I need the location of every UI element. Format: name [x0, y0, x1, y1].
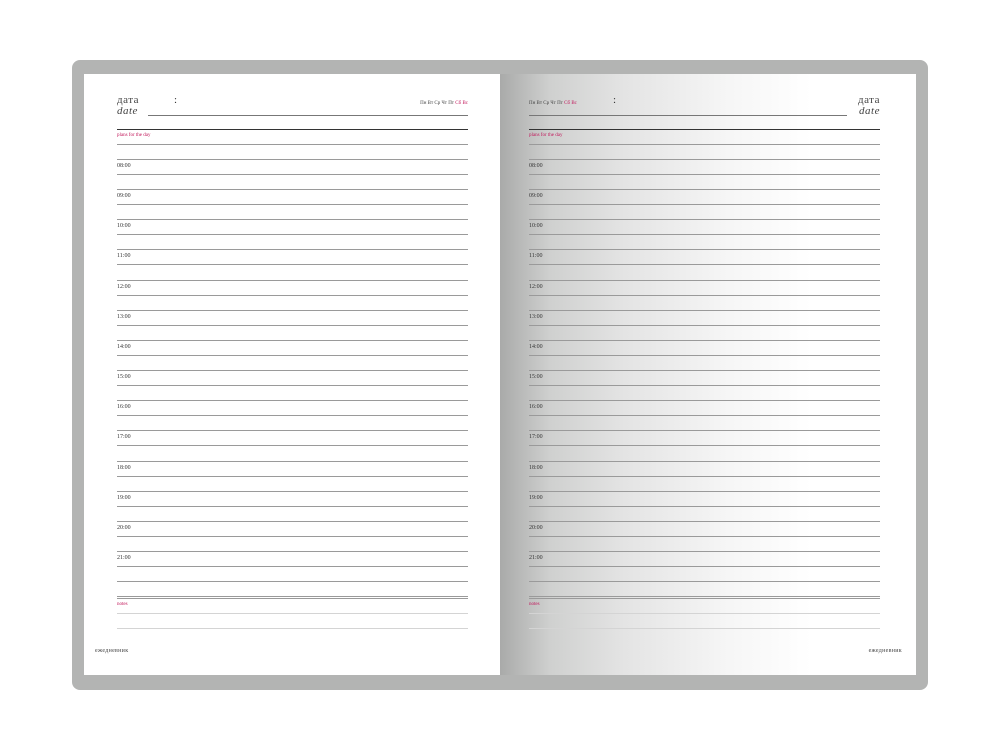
hour-label: 15:00 — [117, 374, 131, 381]
hour-label: 09:00 — [529, 193, 543, 200]
hour-label: 10:00 — [117, 223, 131, 230]
writing-line[interactable] — [529, 234, 880, 235]
hour-line[interactable] — [117, 370, 468, 371]
hour-line[interactable] — [529, 370, 880, 371]
writing-line[interactable] — [117, 581, 468, 582]
hour-line[interactable] — [117, 491, 468, 492]
writing-line[interactable] — [529, 204, 880, 205]
hour-line[interactable] — [529, 340, 880, 341]
hour-line[interactable] — [529, 280, 880, 281]
hour-line[interactable] — [117, 189, 468, 190]
notes-line[interactable] — [117, 613, 468, 614]
plans-label: plans for the day — [117, 133, 151, 138]
hour-label: 16:00 — [529, 404, 543, 411]
writing-line[interactable] — [529, 385, 880, 386]
writing-line[interactable] — [529, 476, 880, 477]
hour-line[interactable] — [529, 310, 880, 311]
weekend-labels: Сб Вс — [564, 101, 577, 106]
hour-label: 19:00 — [529, 494, 543, 501]
hour-label: 16:00 — [117, 404, 131, 411]
writing-line[interactable] — [117, 295, 468, 296]
writing-line[interactable] — [117, 204, 468, 205]
notes-label: notes — [117, 602, 128, 607]
hour-label: 11:00 — [117, 253, 131, 260]
hour-line[interactable] — [529, 491, 880, 492]
hour-label: 20:00 — [529, 524, 543, 531]
hour-label: 20:00 — [117, 524, 131, 531]
writing-line[interactable] — [529, 144, 880, 145]
weekday-labels: Пн Вт Ср Чт Пт — [529, 101, 565, 106]
hour-label: 08:00 — [529, 163, 543, 169]
hour-line[interactable] — [117, 430, 468, 431]
hour-label: 12:00 — [529, 283, 543, 290]
writing-line[interactable] — [117, 596, 468, 597]
hour-line[interactable] — [529, 551, 880, 552]
hour-line[interactable] — [529, 461, 880, 462]
writing-line[interactable] — [117, 385, 468, 386]
hour-label: 08:00 — [117, 163, 131, 169]
writing-line[interactable] — [529, 566, 880, 567]
writing-line[interactable] — [529, 264, 880, 265]
hour-label: 18:00 — [529, 464, 543, 471]
writing-line[interactable] — [529, 596, 880, 597]
hour-line[interactable] — [117, 219, 468, 220]
writing-line[interactable] — [529, 536, 880, 537]
weekday-labels: Пн Вт Ср Чт Пт — [420, 101, 456, 106]
weekday-row — [529, 101, 577, 106]
writing-line[interactable] — [529, 415, 880, 416]
notes-divider — [117, 598, 468, 599]
notes-divider — [529, 598, 880, 599]
writing-line[interactable] — [117, 536, 468, 537]
date-field-line[interactable] — [529, 115, 847, 116]
notes-line[interactable] — [117, 628, 468, 629]
notes-line[interactable] — [529, 628, 880, 629]
hour-label: 21:00 — [117, 554, 131, 561]
hour-line[interactable] — [529, 249, 880, 250]
date-field-line[interactable] — [148, 115, 468, 116]
date-label-en: date — [117, 105, 138, 117]
hour-label: 15:00 — [529, 374, 543, 381]
date-label-ru: дата — [857, 94, 880, 106]
writing-line[interactable] — [529, 445, 880, 446]
hour-label: 13:00 — [117, 313, 131, 320]
hour-line[interactable] — [117, 340, 468, 341]
writing-line[interactable] — [117, 174, 468, 175]
hour-label: 17:00 — [529, 434, 543, 441]
hour-label: 11:00 — [529, 253, 543, 260]
writing-line[interactable] — [117, 415, 468, 416]
header-divider — [529, 129, 880, 130]
plans-label: plans for the day — [529, 133, 563, 138]
header-divider — [117, 129, 468, 130]
hour-line[interactable] — [117, 521, 468, 522]
writing-line[interactable] — [117, 144, 468, 145]
hour-label: 14:00 — [529, 343, 543, 350]
hour-label: 19:00 — [117, 494, 131, 501]
date-colon: : — [174, 94, 178, 106]
date-label-en: date — [859, 105, 880, 117]
footer-brand: ежедневник — [95, 648, 129, 654]
hour-line[interactable] — [117, 400, 468, 401]
hour-line[interactable] — [529, 430, 880, 431]
date-label-ru: дата — [117, 94, 140, 106]
writing-line[interactable] — [529, 581, 880, 582]
hour-line[interactable] — [529, 159, 880, 160]
writing-line[interactable] — [117, 264, 468, 265]
hour-label: 12:00 — [117, 283, 131, 290]
writing-line[interactable] — [117, 355, 468, 356]
hour-line[interactable] — [529, 521, 880, 522]
hour-label: 17:00 — [117, 434, 131, 441]
hour-line[interactable] — [529, 219, 880, 220]
hour-label: 21:00 — [529, 554, 543, 561]
hour-label: 13:00 — [529, 313, 543, 320]
writing-line[interactable] — [117, 234, 468, 235]
writing-line[interactable] — [117, 506, 468, 507]
left-page — [84, 74, 500, 675]
hour-label: 18:00 — [117, 464, 131, 471]
notes-line[interactable] — [529, 613, 880, 614]
hour-line[interactable] — [117, 249, 468, 250]
weekday-row — [420, 101, 468, 106]
writing-line[interactable] — [529, 355, 880, 356]
writing-line[interactable] — [529, 325, 880, 326]
hour-line[interactable] — [117, 159, 468, 160]
hour-label: 14:00 — [117, 343, 131, 350]
hour-line[interactable] — [529, 189, 880, 190]
hour-line[interactable] — [117, 551, 468, 552]
writing-line[interactable] — [529, 295, 880, 296]
right-page — [500, 74, 916, 675]
hour-label: 10:00 — [529, 223, 543, 230]
writing-line[interactable] — [529, 506, 880, 507]
weekend-labels: Сб Вс — [455, 101, 468, 106]
footer-brand: ежедневник — [868, 648, 902, 654]
writing-line[interactable] — [117, 476, 468, 477]
hour-line[interactable] — [529, 400, 880, 401]
hour-label: 09:00 — [117, 193, 131, 200]
writing-line[interactable] — [117, 566, 468, 567]
hour-line[interactable] — [117, 461, 468, 462]
hour-line[interactable] — [117, 280, 468, 281]
writing-line[interactable] — [117, 445, 468, 446]
hour-line[interactable] — [117, 310, 468, 311]
writing-line[interactable] — [529, 174, 880, 175]
notes-label: notes — [529, 602, 540, 607]
writing-line[interactable] — [117, 325, 468, 326]
date-colon: : — [613, 94, 617, 106]
